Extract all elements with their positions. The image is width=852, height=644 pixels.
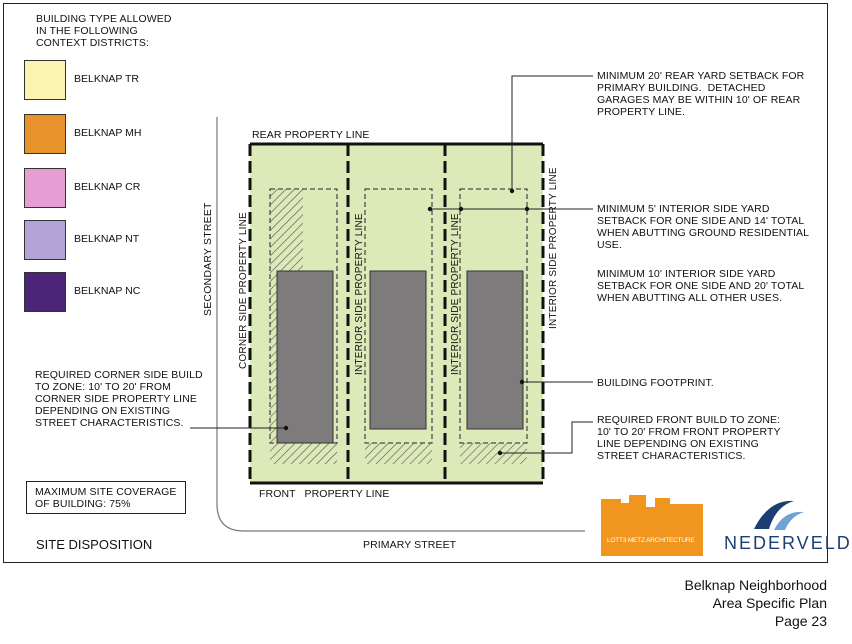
corner-build-zone-callout: REQUIRED CORNER SIDE BUILD TO ZONE: 10' TO 20' FROM CORNER SIDE PROPERTY LINE DEPENDING ON EXISTING STREET CHARACTERISTICS. xyxy=(35,369,203,429)
legend-label-cr: BELKNAP CR xyxy=(74,181,141,193)
front-build-zone-hatch-1 xyxy=(270,443,337,464)
legend-heading: BUILDING TYPE ALLOWED IN THE FOLLOWING CONTEXT DISTRICTS: xyxy=(36,13,172,49)
footer-line-1: Belknap Neighborhood xyxy=(684,577,827,593)
building-footprint-callout: BUILDING FOOTPRINT. xyxy=(597,377,714,389)
interior-setback-10-callout: MINIMUM 10' INTERIOR SIDE YARD SETBACK FOR ONE SIDE AND 20' TOTAL WHEN ABUTTING ALL OTHER USES. xyxy=(597,268,805,304)
legend-label-nt: BELKNAP NT xyxy=(74,233,140,245)
building-footprint-3 xyxy=(467,271,523,429)
footer-line-2: Area Specific Plan xyxy=(712,595,827,611)
interior-side-property-line-label-1: INTERIOR SIDE PROPERTY LINE xyxy=(354,213,365,375)
interior-side-property-line-label-2: INTERIOR SIDE PROPERTY LINE xyxy=(450,213,461,375)
page-footer xyxy=(685,576,827,630)
site-disposition-panel xyxy=(3,3,852,563)
legend-label-mh: BELKNAP MH xyxy=(74,127,142,139)
rear-setback-callout: MINIMUM 20' REAR YARD SETBACK FOR PRIMARY BUILDING. DETACHED GARAGES MAY BE WITHIN 10' OF REAR PROPERTY LINE. xyxy=(597,70,805,118)
legend-label-nc: BELKNAP NC xyxy=(74,285,141,297)
legend-label-tr: BELKNAP TR xyxy=(74,73,139,85)
architect-logo-text: LOTT3 METZ ARCHITECTURE xyxy=(607,537,695,544)
nederveld-swoosh-icon-2 xyxy=(774,512,804,530)
front-build-zone-callout: REQUIRED FRONT BUILD TO ZONE: 10' TO 20' FROM FRONT PROPERTY LINE DEPENDING ON EXISTING STREET CHARACTERISTICS. xyxy=(597,414,781,462)
primary-street-label: PRIMARY STREET xyxy=(363,539,457,551)
lott3-metz-logo xyxy=(601,495,703,556)
footer-page-number: Page 23 xyxy=(774,613,827,629)
building-footprint-2 xyxy=(370,271,426,429)
front-property-line-label: FRONT PROPERTY LINE xyxy=(259,488,390,500)
interior-setback-5-callout: MINIMUM 5' INTERIOR SIDE YARD SETBACK FOR ONE SIDE AND 14' TOTAL WHEN ABUTTING GROUND RESIDENTIAL USE. xyxy=(597,203,810,251)
page-title: SITE DISPOSITION xyxy=(36,537,153,552)
site-coverage-box: MAXIMUM SITE COVERAGE OF BUILDING: 75% xyxy=(26,481,186,514)
corner-side-property-line-label: CORNER SIDE PROPERTY LINE xyxy=(238,212,249,369)
building-footprint-1 xyxy=(277,271,333,443)
nederveld-logo-text: NEDERVELD xyxy=(724,533,852,553)
rear-property-line-label: REAR PROPERTY LINE xyxy=(252,129,370,141)
front-build-zone-hatch-2 xyxy=(365,443,432,464)
interior-side-property-line-label-3: INTERIOR SIDE PROPERTY LINE xyxy=(548,167,559,329)
secondary-street-label: SECONDARY STREET xyxy=(202,202,214,316)
